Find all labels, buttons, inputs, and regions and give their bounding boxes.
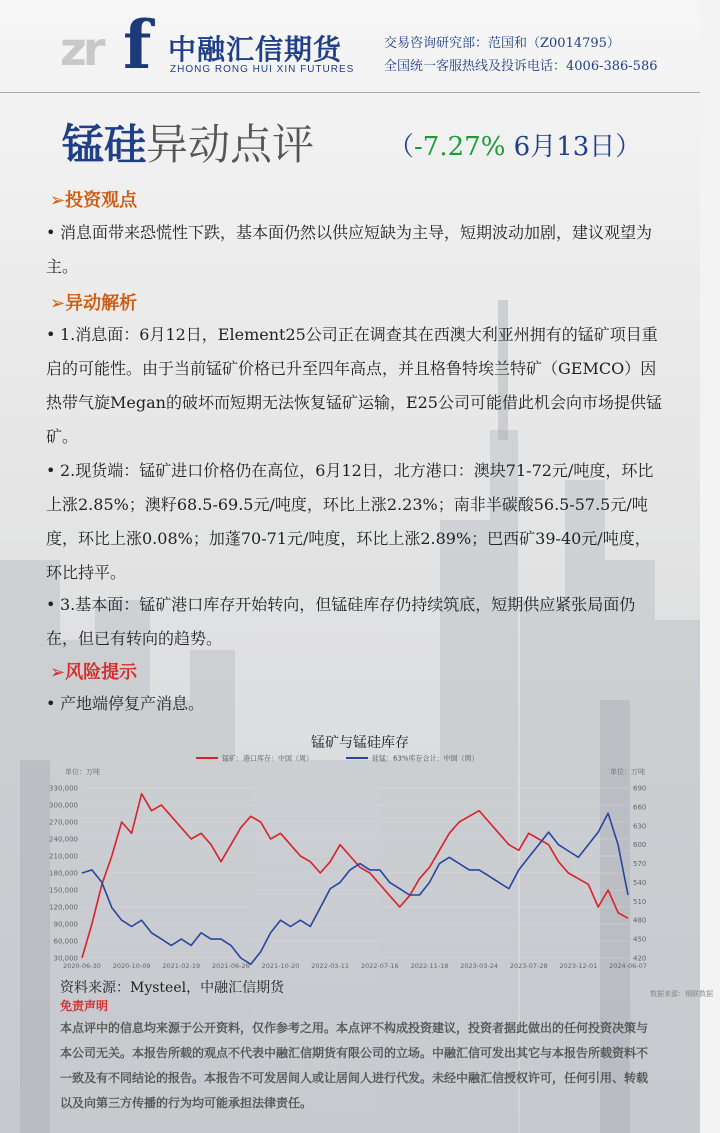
right-tick-label: 540	[633, 878, 647, 887]
bullet: •	[46, 223, 56, 242]
header	[0, 0, 700, 92]
series-line-1	[82, 794, 628, 958]
right-tick-label: 600	[633, 841, 647, 850]
risk-paragraph	[46, 687, 666, 721]
bullet: •	[46, 325, 56, 344]
contact-info	[384, 32, 658, 78]
risk-text: 产地端停复产消息。	[60, 694, 205, 713]
left-tick-label: 270,000	[49, 818, 78, 827]
right-tick-label: 420	[633, 954, 647, 963]
left-tick-label: 240,000	[49, 835, 78, 844]
analysis-item-3	[46, 588, 666, 656]
contact-researcher: 交易咨询研究部：范国和（Z0014795）	[384, 36, 620, 51]
view-text: 消息面带来恐慌性下跌，基本面仍然以供应短缺为主导，短期波动加剧，建议观望为主。	[46, 223, 653, 276]
x-tick-label: 2022-07-16	[360, 962, 399, 970]
chart-watermark: 数据来源：钢联数据	[650, 990, 713, 998]
left-tick-label: 300,000	[49, 801, 78, 810]
left-tick-label: 90,000	[53, 920, 78, 929]
right-tick-label: 690	[633, 784, 647, 793]
right-tick-label: 630	[633, 822, 647, 831]
right-tick-label: 660	[633, 803, 647, 812]
x-tick-label: 2020-10-09	[112, 962, 151, 970]
title-date: 6月13日）	[505, 132, 642, 162]
section-heading-risk: ➢风险提示	[50, 662, 138, 683]
chart-grid	[82, 788, 628, 958]
left-tick-label: 120,000	[49, 903, 78, 912]
analysis-text-2: 2.现货端：锰矿进口价格仍在高位，6月12日，北方港口：澳块71-72元/吨度，环比上涨2.85%；澳籽68.5-69.5元/吨度，环比上涨2.23%；南非半碳酸56.5-57.5元/吨度，环比上涨0.08%；加蓬70-71元/吨度，环比上涨2.89%；巴西矿39-40元/吨度，环比持平。	[46, 461, 654, 582]
analysis-text-1: 1.消息面：6月12日，Element25公司正在调查其在西澳大利亚州拥有的锰矿项目重启的可能性。由于当前锰矿价格已升至四年高点，并且格鲁特埃兰特矿（GEMCO）因热带气旋Megan的破坏而短期无法恢复锰矿运输，E25公司可能借此机会向市场提供锰矿。	[46, 325, 662, 446]
title-product: 锰硅	[62, 120, 147, 169]
analysis-text-3: 3.基本面：锰矿港口库存开始转向，但锰硅库存仍持续筑底，短期供应紧张局面仍在，但已有转向的趋势。	[46, 595, 636, 648]
price-change-percent: -7.27%	[414, 132, 506, 162]
data-source: 资料来源：Mysteel，中融汇信期货	[60, 980, 285, 996]
page-title	[62, 112, 314, 172]
section-heading-view: ➢投资观点	[50, 190, 138, 211]
right-tick-label: 510	[633, 897, 647, 906]
title-type: 异动点评	[146, 120, 315, 169]
left-tick-label: 180,000	[49, 869, 78, 878]
right-axis-unit: 单位：万吨	[610, 768, 645, 776]
right-tick-label: 450	[633, 935, 647, 944]
left-axis-ticks	[49, 785, 78, 963]
left-tick-label: 60,000	[53, 937, 78, 946]
left-tick-label: 210,000	[49, 852, 78, 861]
header-divider	[0, 92, 700, 93]
disclaimer-heading: 免责声明	[60, 999, 109, 1013]
view-paragraph	[46, 216, 666, 284]
x-tick-label: 2023-07-28	[509, 962, 548, 970]
x-tick-label: 2021-10-20	[261, 962, 300, 970]
left-axis-unit: 单位：万吨	[65, 768, 100, 776]
left-tick-label: 150,000	[49, 886, 78, 895]
x-axis-ticks	[63, 962, 647, 970]
right-tick-label: 480	[633, 916, 647, 925]
left-tick-label: 30,000	[53, 954, 78, 963]
section-heading-analysis: ➢异动解析	[50, 293, 138, 314]
logo-mark: zr	[60, 22, 102, 76]
logo-name: 中融汇信期货	[168, 33, 343, 66]
title-paren-open: （	[388, 132, 415, 162]
contact-hotline: 全国统一客服热线及投诉电话：4006-386-586	[384, 59, 658, 74]
legend-label-1: 锰矿：港口库存：中国（周）	[222, 754, 313, 763]
chart-title: 锰矿与锰硅库存	[311, 735, 409, 751]
legend-label-2: 硅锰：63%库存合计：中国（周）	[372, 754, 479, 763]
x-tick-label: 2020-06-30	[63, 962, 101, 970]
x-tick-label: 2022-03-11	[311, 962, 350, 970]
analysis-item-1	[46, 318, 666, 454]
bullet: •	[46, 694, 56, 713]
logo-english-name: ZHONG RONG HUI XIN FUTURES	[170, 64, 355, 75]
disclaimer-text: 本点评中的信息均来源于公开资料，仅作参考之用。本点评不构成投资建议，投资者据此做出的任何投资决策与本公司无关。本报告所载的观点不代表中融汇信期货有限公司的立场。中融汇信可发出其它与本报告所载资料不一致及有不同结论的报告。本报告不可发居间人或让居间人进行代发。未经中融汇信授权许可，任何引用、转载以及向第三方传播的行为均可能承担法律责任。	[60, 1021, 649, 1110]
chart-series	[82, 794, 628, 965]
right-tick-label: 570	[633, 860, 647, 869]
analysis-item-2	[46, 454, 666, 590]
x-tick-label: 2021-02-19	[162, 962, 201, 970]
x-tick-label: 2024-06-07	[609, 962, 647, 970]
bullet: •	[46, 595, 56, 614]
x-tick-label: 2023-12-01	[559, 962, 598, 970]
x-tick-label: 2023-03-24	[460, 962, 498, 970]
bullet: •	[46, 461, 56, 480]
series-line-2	[82, 813, 628, 964]
left-tick-label: 330,000	[49, 784, 78, 793]
title-change	[388, 126, 641, 163]
x-tick-label: 2022-11-18	[410, 962, 449, 970]
chart-legend	[196, 754, 479, 763]
x-tick-label: 2021-06-26	[212, 962, 250, 970]
right-axis-ticks	[633, 785, 646, 963]
logo-mark-f: f	[123, 6, 152, 84]
